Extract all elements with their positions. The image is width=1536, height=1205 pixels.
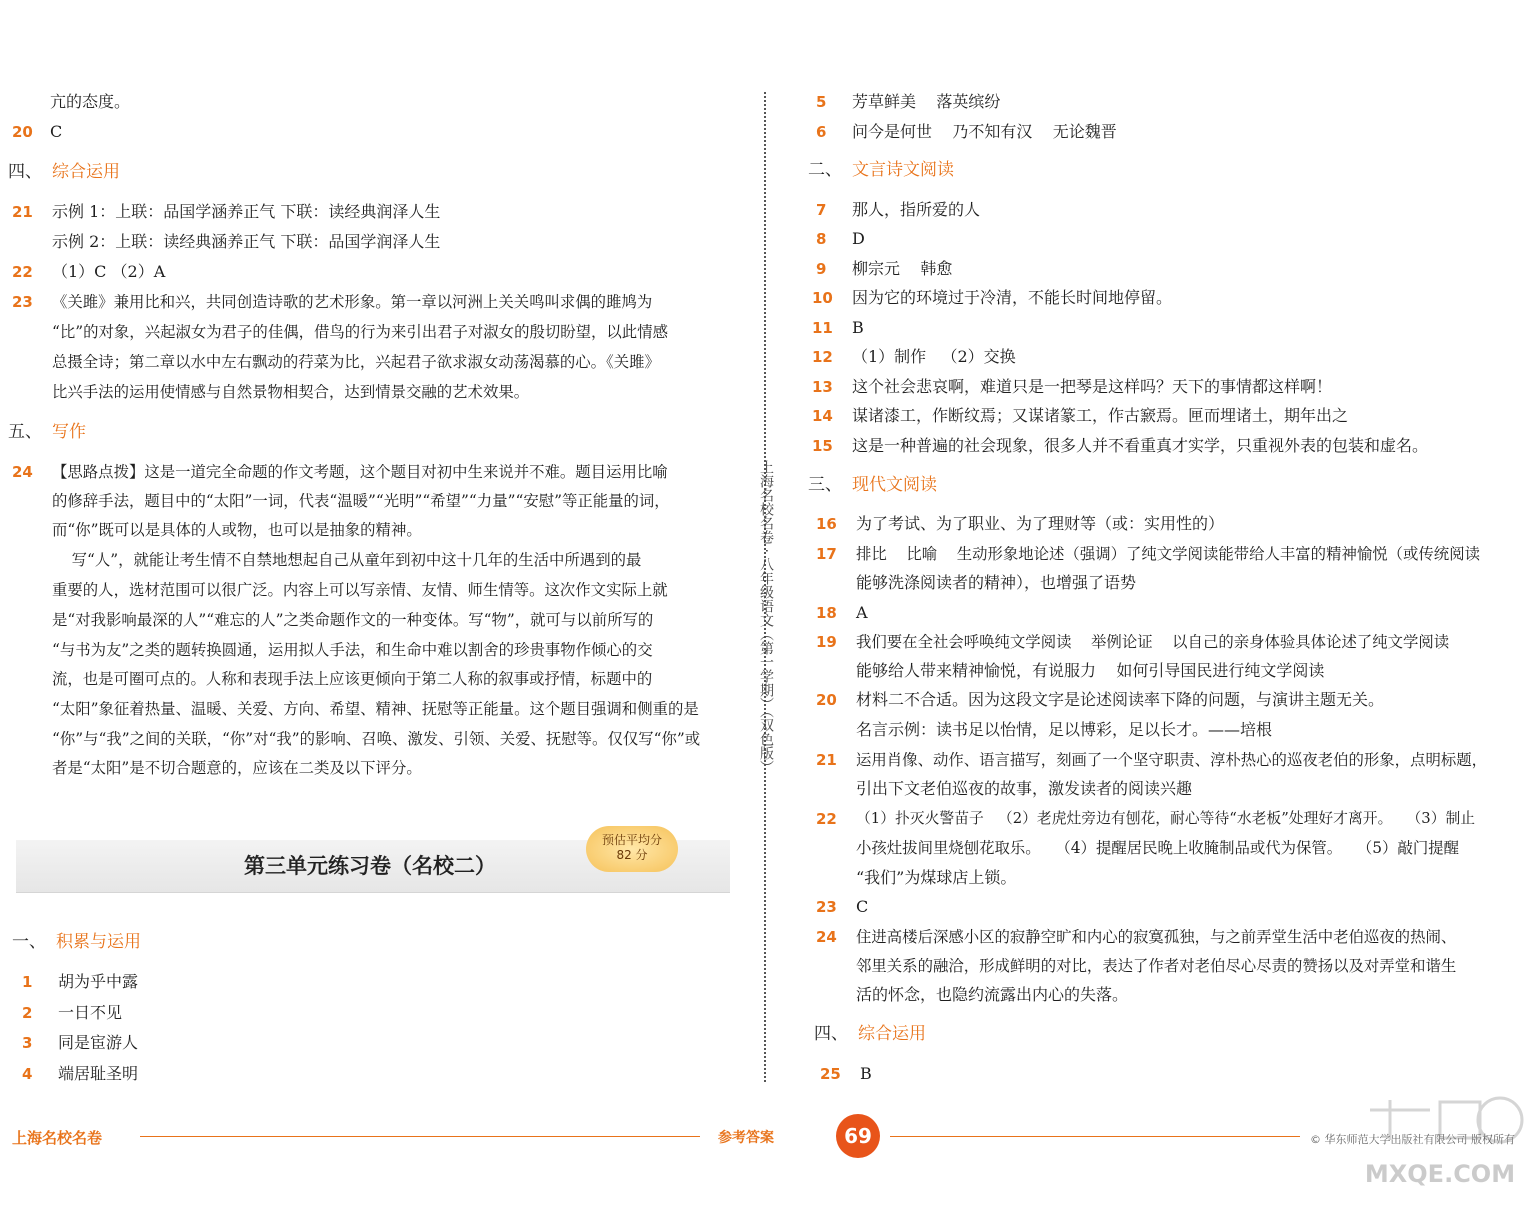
question-number: 22 [12, 263, 33, 281]
answer-line: 的修辞手法，题目中的“太阳”一词，代表“温暖”“光明”“希望”“力量”“安慰”等正能量的词， [52, 492, 670, 510]
badge-score: 82 分 [616, 848, 648, 862]
answer-text: 这是一种普遍的社会现象，很多人并不看重真才实学，只重视外表的包装和虚名。 [852, 436, 1429, 455]
average-score-badge [586, 826, 678, 872]
section-prefix: 五、 [8, 422, 42, 442]
footer-copyright: © 华东师范大学出版社有限公司 版权所有 [1310, 1133, 1515, 1146]
watermark-text: MXQE.COM [1364, 1160, 1516, 1188]
question-number: 17 [816, 545, 837, 563]
section-prefix: 三、 [808, 475, 842, 495]
question-number: 14 [812, 407, 833, 425]
answer-text: 谋诸漆工，作断纹焉；又谋诸篆工，作古窾焉。匣而埋诸土，期年出之 [852, 406, 1349, 425]
question-number: 6 [816, 123, 827, 141]
section-label: 文言诗文阅读 [852, 160, 954, 180]
answer-line: 运用肖像、动作、语言描写，刻画了一个坚守职责、淳朴热心的巡夜老伯的形象，点明标题， [856, 751, 1488, 769]
answer-line: “你”与“我”之间的关联，“你”对“我”的影响、召唤、激发、引领、关爱、抚慰等。仅仅写“你”或 [52, 730, 701, 748]
footer-rule-right [890, 1136, 1300, 1137]
question-number: 18 [816, 604, 837, 622]
answer-text: （1）C （2）A [52, 262, 166, 281]
question-number: 23 [816, 898, 837, 916]
question-number: 11 [812, 319, 833, 337]
question-number: 25 [820, 1065, 841, 1083]
question-number: 13 [812, 378, 833, 396]
answer-line: 能够洗涤阅读者的精神），也增强了语势 [856, 573, 1137, 592]
answer-line: “比”的对象，兴起淑女为君子的佳偶，借鸟的行为来引出君子对淑女的殷切盼望，以此情感 [52, 323, 668, 341]
answer-line: 名言示例：读书足以怡情，足以博彩，足以长才。——培根 [856, 720, 1273, 739]
answer-line: 小孩灶拔间里烧刨花取乐。 （4）提醒居民晚上收腌制品或代为保管。 （5）敲门提醒 [856, 839, 1460, 857]
answer-line: A [856, 603, 868, 622]
answer-text: 问今是何世 乃不知有汉 无论魏晋 [852, 122, 1117, 141]
answer-line: 总摄全诗；第二章以水中左右飘动的荇菜为比，兴起君子欲求淑女动荡渴慕的心。《关雎》 [52, 353, 660, 371]
section-label: 写作 [52, 422, 86, 442]
question-number: 19 [816, 633, 837, 651]
answer-line: 重要的人，选材范围可以很广泛。内容上可以写亲情、友情、师生情等。这次作文实际上就 [52, 581, 668, 599]
section-prefix: 一、 [12, 932, 46, 952]
answer-text: 端居耻圣明 [58, 1064, 139, 1083]
question-number: 21 [12, 203, 33, 221]
watermark-logo [1350, 1090, 1530, 1194]
footer-section-label: 参考答案 [718, 1130, 774, 1146]
question-number: 9 [816, 260, 827, 278]
answer-text: 同是宦游人 [58, 1033, 139, 1052]
question-number: 21 [816, 751, 837, 769]
question-number: 23 [12, 293, 33, 311]
answer-text: 因为它的环境过于冷清，不能长时间地停留。 [852, 288, 1173, 307]
section-label: 积累与运用 [56, 932, 141, 952]
answer-line: “太阳”象征着热量、温暖、关爱、方向、希望、精神、抚慰等正能量。这个题目强调和侧重的是 [52, 700, 699, 718]
question-number: 15 [812, 437, 833, 455]
answer-text: 胡为乎中露 [58, 972, 139, 991]
section-heading [814, 1024, 926, 1044]
badge-label: 预估平均分 [601, 833, 662, 847]
section-prefix: 四、 [8, 162, 42, 182]
answer-text: 这个社会悲哀啊，难道只是一把琴是这样吗？天下的事情都这样啊！ [852, 377, 1333, 396]
question-number: 1 [22, 973, 33, 991]
answer-line: 引出下文老伯巡夜的故事，激发读者的阅读兴趣 [856, 779, 1193, 798]
answer-line: 是“对我影响最深的人”“难忘的人”之类命题作文的一种变体。写“物”，就可与以前所写的 [52, 611, 654, 629]
footer-rule-left [140, 1136, 700, 1137]
answer-line: “我们”为煤球店上锁。 [856, 868, 1017, 887]
section-heading [808, 475, 937, 495]
answer-line: 排比 比喻 生动形象地论述（强调）了纯文学阅读能带给人丰富的精神愉悦（或传统阅读 [856, 545, 1480, 563]
question-number: 7 [816, 201, 827, 219]
page-number: 69 [836, 1114, 880, 1158]
answer-line: 而“你”既可以是具体的人或物，也可以是抽象的精神。 [52, 521, 422, 539]
question-number: 22 [816, 810, 837, 828]
answer-line: 写“人”，就能让考生情不自禁地想起自己从童年到初中这十几年的生活中所遇到的最 [52, 551, 642, 569]
question-number: 3 [22, 1034, 33, 1052]
section-heading [8, 422, 86, 442]
unit-title: 第三单元练习卷（名校二） [244, 854, 496, 878]
answer-text: 示例 1：上联：品国学涵养正气 下联：读经典润泽人生 [52, 202, 441, 221]
answer-line: 活的怀念，也隐约流露出内心的失落。 [856, 985, 1129, 1004]
answer-text: B [860, 1064, 872, 1083]
question-number: 24 [12, 463, 33, 481]
answer-text: C [50, 122, 63, 141]
answer-line: （1）扑灭火警苗子 （2）老虎灶旁边有刨花，耐心等待“水老板”处理好才离开。 （3）制止 [856, 810, 1476, 827]
section-heading [808, 160, 954, 180]
answer-line: 住进高楼后深感小区的寂静空旷和内心的寂寞孤独，与之前弄堂生活中老伯巡夜的热闹、 [856, 928, 1457, 946]
question-number: 10 [812, 289, 833, 307]
answer-line: 我们要在全社会呼唤纯文学阅读 举例论证 以自己的亲身体验具体论述了纯文学阅读 [856, 633, 1450, 651]
answer-text: 那人，指所爱的人 [852, 200, 981, 219]
answer-line: C [856, 897, 869, 916]
section-label: 综合运用 [52, 162, 120, 182]
answer-text: 示例 2：上联：读经典涵养正气 下联：品国学润泽人生 [52, 232, 441, 251]
answer-line: 邻里关系的融洽，形成鲜明的对比，表达了作者对老伯尽心尽责的赞扬以及对弄堂和谐生 [856, 957, 1457, 975]
answer-text: 芳草鲜美 落英缤纷 [852, 92, 1001, 111]
question-number: 24 [816, 928, 837, 946]
question-number: 16 [816, 515, 837, 533]
section-prefix: 二、 [808, 160, 842, 180]
question-number: 8 [816, 230, 827, 248]
answer-text: 亢的态度。 [50, 92, 131, 111]
answer-text: D [852, 229, 865, 248]
section-prefix: 四、 [814, 1024, 848, 1044]
question-number: 4 [22, 1065, 33, 1083]
answer-line: 比兴手法的运用使情感与自然景物相契合，达到情景交融的艺术效果。 [52, 383, 530, 401]
section-label: 现代文阅读 [852, 475, 937, 495]
answer-line: 能够给人带来精神愉悦，有说服力 如何引导国民进行纯文学阅读 [856, 661, 1325, 680]
question-number: 2 [22, 1004, 33, 1022]
answer-text: 柳宗元 韩愈 [852, 259, 953, 278]
answer-text: B [852, 318, 864, 337]
answer-text: 一日不见 [58, 1003, 123, 1022]
answer-line: 材料二不合适。因为这段文字是论述阅读率下降的问题，与演讲主题无关。 [856, 690, 1385, 709]
section-label: 综合运用 [858, 1024, 926, 1044]
answer-line: 【思路点拨】这是一道完全命题的作文考题，这个题目对初中生来说并不难。题目运用比喻 [52, 463, 668, 481]
answer-line: “与书为友”之类的题转换圆通，运用拟人手法，和生命中难以割舍的珍贵事物作倾心的交 [52, 641, 653, 659]
answer-line: 《关雎》兼用比和兴，共同创造诗歌的艺术形象。第一章以河洲上关关鸣叫求偶的雎鸠为 [52, 293, 653, 311]
answer-line: 者是“太阳”是不切合题意的，应该在二类及以下评分。 [52, 759, 422, 777]
side-vertical-title: 上海名校名卷 · 八年级语文（第一学期）（双色版） [758, 460, 774, 775]
answer-text: （1）制作 （2）交换 [852, 347, 1016, 366]
answer-line: 为了考试、为了职业、为了理财等（或：实用性的） [856, 514, 1225, 533]
section-heading [12, 932, 141, 952]
question-number: 20 [816, 691, 837, 709]
answer-line: 流，也是可圈可点的。人称和表现手法上应该更倾向于第二人称的叙事或抒情，标题中的 [52, 670, 653, 688]
footer-book-title: 上海名校名卷 [12, 1129, 103, 1147]
question-number: 12 [812, 348, 833, 366]
question-number: 20 [12, 123, 33, 141]
section-heading [8, 162, 120, 182]
question-number: 5 [816, 93, 827, 111]
